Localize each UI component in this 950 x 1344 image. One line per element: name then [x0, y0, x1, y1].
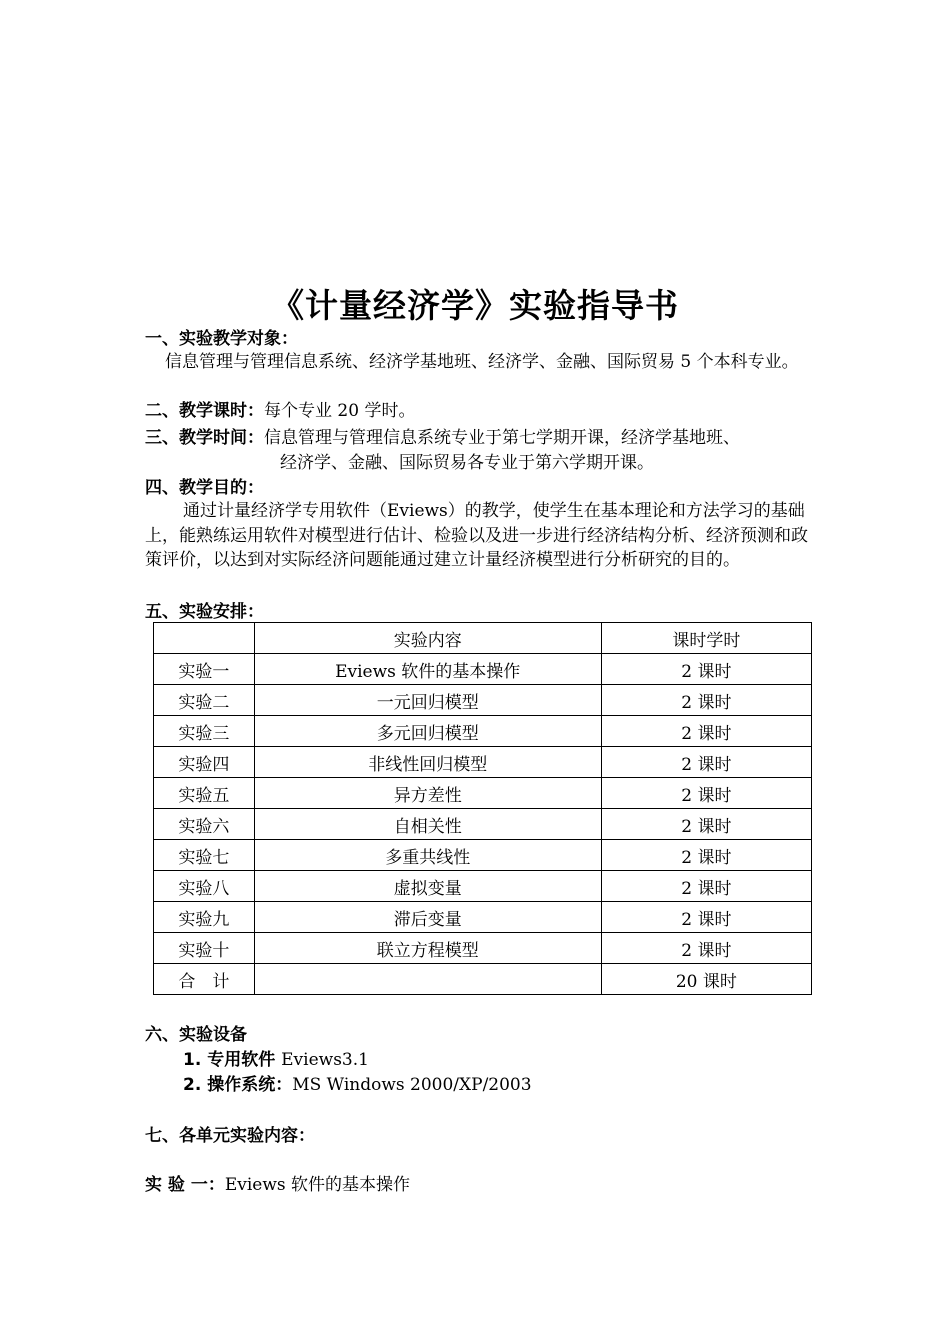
content-cell: 非线性回归模型 — [254, 747, 601, 778]
experiment-cell: 实验四 — [154, 747, 255, 778]
total-label-cell: 合 计 — [154, 964, 255, 995]
hours-cell: 2 课时 — [601, 933, 811, 964]
table-row — [154, 809, 812, 840]
section-5-heading: 五、实验安排： — [145, 602, 264, 622]
table-row — [154, 716, 812, 747]
experiment-1-heading — [145, 1173, 410, 1197]
total-content-cell — [254, 964, 601, 995]
table-row — [154, 871, 812, 902]
experiment-1-label: 实 验 一： — [145, 1175, 225, 1195]
experiment-1-text: Eviews 软件的基本操作 — [224, 1175, 411, 1195]
content-cell: 联立方程模型 — [254, 933, 601, 964]
content-cell: 多元回归模型 — [254, 716, 601, 747]
total-hours-cell: 20 课时 — [601, 964, 811, 995]
header-cell — [154, 623, 255, 654]
content-cell: 滞后变量 — [254, 902, 601, 933]
content-cell: 多重共线性 — [254, 840, 601, 871]
experiment-cell: 实验八 — [154, 871, 255, 902]
section-2-body: 每个专业 20 学时。 — [264, 401, 416, 421]
hours-cell: 2 课时 — [601, 778, 811, 809]
table-row — [154, 747, 812, 778]
hours-cell: 2 课时 — [601, 716, 811, 747]
content-cell: 异方差性 — [254, 778, 601, 809]
section-6-heading: 六、实验设备 — [145, 1025, 247, 1045]
table-header-row — [154, 623, 812, 654]
hours-cell: 2 课时 — [601, 871, 811, 902]
table-row — [154, 840, 812, 871]
experiment-cell: 实验七 — [154, 840, 255, 871]
section-2 — [145, 399, 415, 423]
content-cell: 虚拟变量 — [254, 871, 601, 902]
experiment-cell: 实验二 — [154, 685, 255, 716]
section-3 — [145, 426, 740, 450]
content-cell: Eviews 软件的基本操作 — [254, 654, 601, 685]
experiment-cell: 实验五 — [154, 778, 255, 809]
section-3-line-2: 经济学、金融、国际贸易各专业于第六学期开课。 — [280, 453, 654, 473]
table-total-row — [154, 964, 812, 995]
section-2-heading: 二、教学课时： — [145, 401, 264, 421]
experiment-cell: 实验三 — [154, 716, 255, 747]
experiment-cell: 实验十 — [154, 933, 255, 964]
table-row — [154, 685, 812, 716]
equipment-item-2 — [183, 1073, 532, 1097]
content-cell: 一元回归模型 — [254, 685, 601, 716]
hours-cell: 2 课时 — [601, 747, 811, 778]
equipment-item-1-value: Eviews3.1 — [281, 1050, 369, 1070]
document-title: 《计量经济学》实验指导书 — [271, 286, 679, 325]
equipment-item-2-value: MS Windows 2000/XP/2003 — [292, 1075, 532, 1095]
table-row — [154, 654, 812, 685]
hours-cell: 2 课时 — [601, 654, 811, 685]
equipment-item-1 — [183, 1048, 369, 1072]
experiment-cell: 实验六 — [154, 809, 255, 840]
section-1-body: 信息管理与管理信息系统、经济学基地班、经济学、金融、国际贸易 5 个本科专业。 — [165, 352, 799, 372]
experiment-cell: 实验一 — [154, 654, 255, 685]
hours-cell: 2 课时 — [601, 685, 811, 716]
table-row — [154, 902, 812, 933]
equipment-item-2-label: 2. 操作系统： — [183, 1075, 293, 1095]
header-cell: 课时学时 — [601, 623, 811, 654]
section-3-heading: 三、教学时间： — [145, 428, 264, 448]
content-cell: 自相关性 — [254, 809, 601, 840]
hours-cell: 2 课时 — [601, 840, 811, 871]
section-4-heading: 四、教学目的： — [145, 478, 264, 498]
hours-cell: 2 课时 — [601, 809, 811, 840]
schedule-table — [153, 622, 812, 995]
hours-cell: 2 课时 — [601, 902, 811, 933]
section-3-line-1: 信息管理与管理信息系统专业于第七学期开课，经济学基地班、 — [264, 428, 740, 448]
table-row — [154, 778, 812, 809]
experiment-cell: 实验九 — [154, 902, 255, 933]
section-7-heading: 七、各单元实验内容： — [145, 1126, 315, 1146]
equipment-item-1-label: 1. 专用软件 — [183, 1050, 282, 1070]
section-4-body: 通过计量经济学专用软件（Eviews）的教学，使学生在基本理论和方法学习的基础上，能熟练运用软件对模型进行估计、检验以及进一步进行经济结构分析、经济预测和政策评价，以达到对实际经济问题能通过建立计量经济模型进行分析研究的目的。 — [145, 501, 808, 570]
table-row — [154, 933, 812, 964]
section-1-heading: 一、实验教学对象： — [145, 329, 298, 349]
header-cell: 实验内容 — [254, 623, 601, 654]
